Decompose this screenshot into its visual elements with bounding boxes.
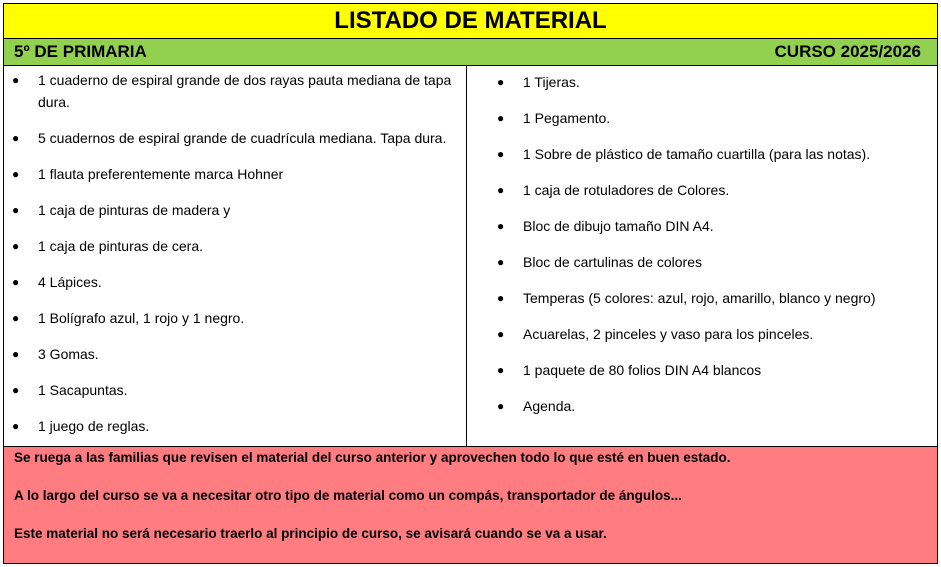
list-item-text: 1 Tijeras. bbox=[523, 74, 580, 90]
material-list-sheet bbox=[3, 3, 938, 564]
list-item-text: 1 Bolígrafo azul, 1 rojo y 1 negro. bbox=[38, 310, 245, 326]
list-item bbox=[12, 379, 462, 401]
list-item-text: Acuarelas, 2 pinceles y vaso para los pinceles. bbox=[523, 326, 814, 342]
list-item-text: 1 caja de pinturas de cera. bbox=[38, 238, 203, 254]
page-title: LISTADO DE MATERIAL bbox=[334, 6, 607, 34]
list-item bbox=[12, 69, 462, 113]
list-item-text: 1 Sacapuntas. bbox=[38, 382, 128, 398]
list-item-text: 1 cuaderno de espiral grande de dos rayas pauta mediana de tapa dura. bbox=[38, 72, 452, 110]
list-item-text: Bloc de cartulinas de colores bbox=[523, 254, 702, 270]
bullet-icon: ● bbox=[497, 183, 505, 197]
note-paragraph: Se ruega a las familias que revisen el material del curso anterior y aprovechen todo lo que esté en buen estado. bbox=[14, 450, 731, 465]
bullet-icon: ● bbox=[12, 167, 20, 181]
list-item-text: Temperas (5 colores: azul, rojo, amarillo, blanco y negro) bbox=[523, 290, 876, 306]
bullet-icon: ● bbox=[12, 419, 20, 433]
list-item bbox=[497, 71, 933, 93]
list-item-text: 1 caja de rotuladores de Colores. bbox=[523, 182, 730, 198]
list-item bbox=[12, 307, 462, 329]
list-item bbox=[497, 143, 933, 165]
right-material-list bbox=[497, 71, 933, 417]
note-paragraph: Este material no será necesario traerlo al principio de curso, se avisará cuando se va a usar. bbox=[14, 526, 607, 541]
bullet-icon: ● bbox=[12, 131, 20, 145]
bullet-icon: ● bbox=[497, 111, 505, 125]
bullet-icon: ● bbox=[497, 75, 505, 89]
list-item-text: 1 paquete de 80 folios DIN A4 blancos bbox=[523, 362, 762, 378]
bullet-icon: ● bbox=[497, 219, 505, 233]
bullet-icon: ● bbox=[12, 275, 20, 289]
bullet-icon: ● bbox=[497, 399, 505, 413]
list-item bbox=[497, 323, 933, 345]
list-item-text: 3 Gomas. bbox=[38, 346, 99, 362]
list-item-text: Bloc de dibujo tamaño DIN A4. bbox=[523, 218, 714, 234]
list-item-text: 1 Sobre de plástico de tamaño cuartilla (para las notas). bbox=[523, 146, 871, 162]
list-item bbox=[12, 163, 462, 185]
list-item bbox=[497, 251, 933, 273]
list-item bbox=[12, 199, 462, 221]
grade-label: 5º DE PRIMARIA bbox=[14, 41, 147, 61]
list-item-text: 1 Pegamento. bbox=[523, 110, 611, 126]
title-bar bbox=[4, 4, 937, 39]
list-item-text: 5 cuadernos de espiral grande de cuadrícula mediana. Tapa dura. bbox=[38, 130, 447, 146]
list-item bbox=[497, 359, 933, 381]
right-column bbox=[467, 66, 937, 446]
list-item bbox=[12, 127, 462, 149]
list-item-text: Agenda. bbox=[523, 398, 576, 414]
bullet-icon: ● bbox=[497, 147, 505, 161]
list-item-text: 1 flauta preferentemente marca Hohner bbox=[38, 166, 284, 182]
list-item-text: 4 Lápices. bbox=[38, 274, 102, 290]
list-item bbox=[497, 179, 933, 201]
material-lists bbox=[4, 66, 937, 447]
list-item bbox=[12, 343, 462, 365]
bullet-icon: ● bbox=[497, 363, 505, 377]
bullet-icon: ● bbox=[497, 255, 505, 269]
list-item bbox=[497, 215, 933, 237]
list-item-text: 1 caja de pinturas de madera y bbox=[38, 202, 231, 218]
list-item-text: 1 juego de reglas. bbox=[38, 418, 150, 434]
list-item bbox=[497, 107, 933, 129]
notes-section bbox=[4, 447, 937, 563]
left-column bbox=[4, 66, 467, 446]
bullet-icon: ● bbox=[12, 347, 20, 361]
subheader-bar bbox=[4, 39, 937, 66]
bullet-icon: ● bbox=[12, 239, 20, 253]
list-item bbox=[12, 235, 462, 257]
bullet-icon: ● bbox=[12, 383, 20, 397]
bullet-icon: ● bbox=[12, 311, 20, 325]
bullet-icon: ● bbox=[12, 203, 20, 217]
note-paragraph: A lo largo del curso se va a necesitar otro tipo de material como un compás, transportador de ángulos... bbox=[14, 488, 682, 503]
list-item bbox=[12, 415, 462, 437]
list-item bbox=[497, 395, 933, 417]
list-item bbox=[497, 287, 933, 309]
bullet-icon: ● bbox=[12, 73, 20, 87]
course-label: CURSO 2025/2026 bbox=[774, 41, 921, 61]
bullet-icon: ● bbox=[497, 327, 505, 341]
bullet-icon: ● bbox=[497, 291, 505, 305]
left-material-list bbox=[12, 69, 462, 437]
list-item bbox=[12, 271, 462, 293]
